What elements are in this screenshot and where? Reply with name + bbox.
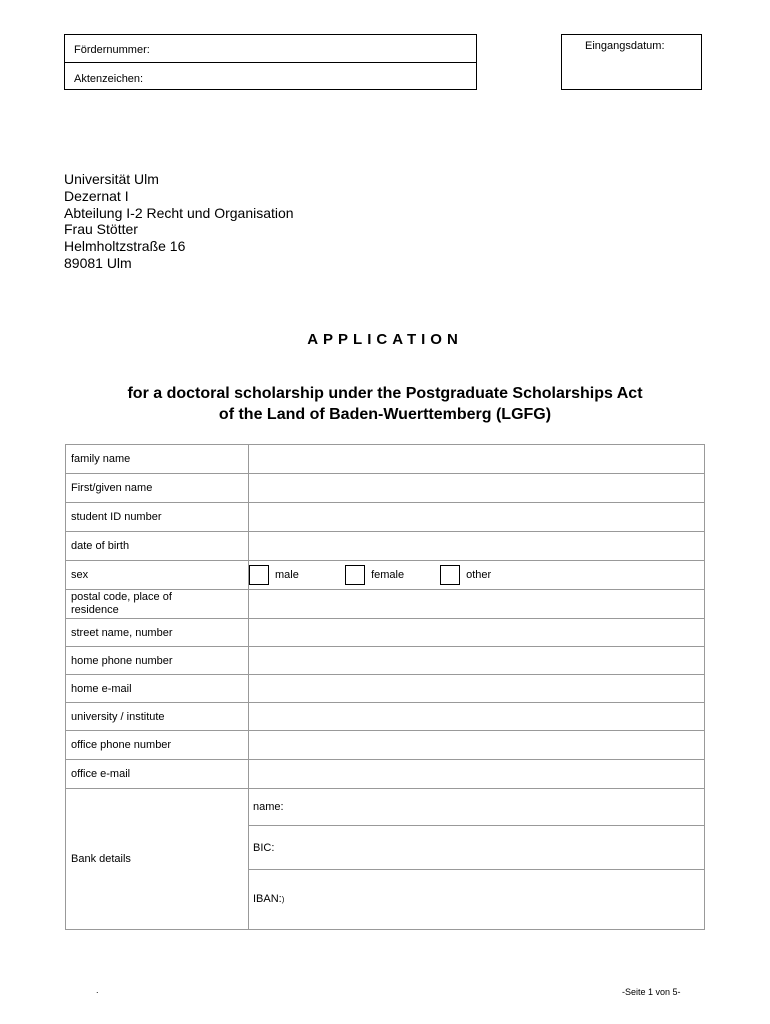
bank-iban-field[interactable] xyxy=(249,870,704,928)
application-form-table xyxy=(65,444,705,930)
document-title: APPLICATION xyxy=(307,331,463,348)
student-id-field[interactable] xyxy=(249,503,705,532)
bank-iban-suffix: ) xyxy=(281,894,285,904)
sex-option-female[interactable] xyxy=(345,565,437,585)
table-row xyxy=(66,445,705,474)
student-id-label: student ID number xyxy=(66,503,249,532)
office-email-field[interactable] xyxy=(249,760,705,789)
aktenzeichen-label: Aktenzeichen: xyxy=(74,73,144,85)
home-email-field[interactable] xyxy=(249,675,705,703)
bank-details-cell xyxy=(249,789,705,930)
address-line: 89081 Ulm xyxy=(64,254,132,271)
office-email-label: office e-mail xyxy=(66,760,249,789)
given-name-field[interactable] xyxy=(249,474,705,503)
other-label: other xyxy=(466,568,492,581)
sex-option-other[interactable] xyxy=(440,565,491,585)
table-row xyxy=(66,731,705,760)
female-label: female xyxy=(371,568,405,581)
document-subtitle xyxy=(0,383,770,425)
date-of-birth-field[interactable] xyxy=(249,532,705,561)
table-row xyxy=(66,703,705,731)
eingangsdatum-label: Eingangsdatum: xyxy=(585,40,665,52)
table-row xyxy=(66,532,705,561)
postal-code-label-line: residence xyxy=(71,604,119,616)
date-of-birth-label: date of birth xyxy=(66,532,249,561)
address-line: Universität Ulm xyxy=(64,171,159,187)
table-row xyxy=(66,503,705,532)
home-phone-label: home phone number xyxy=(66,647,249,675)
bank-bic-field[interactable] xyxy=(249,826,704,870)
subtitle-line: for a doctoral scholarship under the Postgraduate Scholarships Act xyxy=(127,385,643,402)
postal-code-label-line: postal code, place of xyxy=(71,591,172,603)
header-divider xyxy=(65,62,476,63)
university-label: university / institute xyxy=(66,703,249,731)
sex-options xyxy=(249,561,705,590)
university-field[interactable] xyxy=(249,703,705,731)
bank-name-field[interactable] xyxy=(249,789,704,826)
table-row xyxy=(66,647,705,675)
table-row xyxy=(66,789,705,930)
sex-option-male[interactable] xyxy=(249,565,342,585)
table-row xyxy=(66,675,705,703)
eingangsdatum-box xyxy=(561,34,702,90)
table-row xyxy=(66,760,705,789)
office-phone-field[interactable] xyxy=(249,731,705,760)
page-number: -Seite 1 von 5- xyxy=(622,987,681,997)
header-number-box xyxy=(64,34,477,90)
postal-code-field[interactable] xyxy=(249,590,705,619)
street-field[interactable] xyxy=(249,619,705,647)
address-line: Dezernat I xyxy=(64,187,129,204)
foerdernummer-label: Fördernummer: xyxy=(74,44,150,56)
given-name-label: First/given name xyxy=(66,474,249,503)
bank-bic-label: BIC: xyxy=(253,841,275,854)
recipient-address xyxy=(64,171,294,272)
family-name-field[interactable] xyxy=(249,445,705,474)
bank-iban-label: IBAN: xyxy=(253,893,282,905)
address-line: Abteilung I-2 Recht und Organisation xyxy=(64,204,294,221)
sex-label: sex xyxy=(66,561,249,590)
table-row xyxy=(66,474,705,503)
office-phone-label: office phone number xyxy=(66,731,249,760)
female-checkbox[interactable] xyxy=(345,565,365,585)
male-checkbox[interactable] xyxy=(249,565,269,585)
table-row xyxy=(66,590,705,619)
address-line: Helmholtzstraße 16 xyxy=(64,238,186,255)
footer-dot: . xyxy=(96,985,99,995)
home-phone-field[interactable] xyxy=(249,647,705,675)
male-label: male xyxy=(275,568,299,581)
bank-details-label: Bank details xyxy=(66,789,249,930)
address-line: Frau Stötter xyxy=(64,221,138,238)
bank-name-label: name: xyxy=(253,801,284,813)
street-label: street name, number xyxy=(66,619,249,647)
family-name-label: family name xyxy=(66,445,249,474)
table-row xyxy=(66,561,705,590)
table-row xyxy=(66,619,705,647)
home-email-label: home e-mail xyxy=(66,675,249,703)
postal-code-label xyxy=(66,590,249,619)
other-checkbox[interactable] xyxy=(440,565,460,585)
subtitle-line: of the Land of Baden-Wuerttemberg (LGFG) xyxy=(218,406,552,423)
